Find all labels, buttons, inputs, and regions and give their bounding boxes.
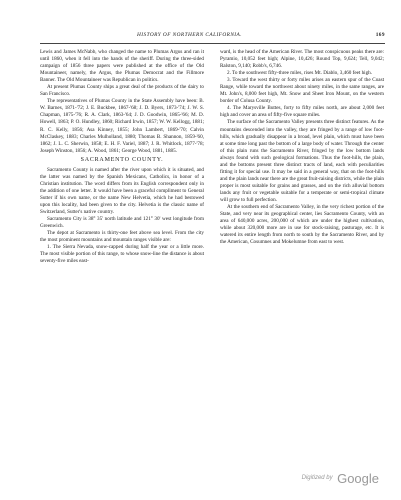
paragraph: Lewis and James McNabb, who changed the name to Plumas Argus and ran it until 1860, when it fell into the hands of the sheriff. During the three-sided campaign of 1856 three papers were published at the office of the Old Mountaineer, namely, the Argus, the Plumas Democrat and the Fillmore Banner. The Old Mountaineer was Republican in politics. <box>40 49 204 84</box>
paragraph: Sacramento County is named after the river upon which it is situated, and the latter was named by the Spanish Mexicans, Catholics, in honor of a Christian institution. The word differs from its English correspondent only in the addition of one letter. It would have been a graceful compliment to General Sutter if his own name, or the name New Helvetia, which he had bestowed upon this locality, had been given to the city. Helvetia is the classic name of Switzerland, Sutter's native country. <box>40 166 204 216</box>
paragraph: At the southern end of Sacramento Valley, in the very richest portion of the State, and very near its geographical center, lies Sacramento County, with an area of 640,000 acres, 200,000 of which are under the highest cultivation, while about 320,000 more are in use for stock-raising, pasturage, etc. It is watered its entire length from north to south by the Sacramento River, and by the American, Cosumnes and Mokelumne from east to west. <box>220 204 384 246</box>
header-title: HISTORY OF NORTHERN CALIFORNIA. <box>137 32 242 38</box>
digitized-watermark <box>302 470 379 488</box>
paragraph: 3. Toward the west thirty or forty miles arises an eastern spur of the Coast Range, while toward the northwest about ninety miles, in the same ranges, are Mt. John's, 8,000 feet high, Mt. Snow and Sheet Iron Mount, on the western border of Colusa County. <box>220 77 384 105</box>
paragraph: ward, is the head of the American River. The most conspicuous peaks there are: Pyramio, 10,052 feet high; Alpine, 10,426; Round Top, 9,624; Tell, 9,042; Ralston, 9,140; Robb's, 6,746. <box>220 49 384 70</box>
header-rule <box>40 43 385 44</box>
paragraph: 1. The Sierra Nevada, snow-capped during half the year or a little more. The most visible portion of this range, to whose snow-line the distance is about seventy-five miles east- <box>40 244 204 265</box>
paragraph: The representatives of Plumas County in the State Assembly have been: B. W. Barnes, 1871-'72; J. E. Buckbee, 1867-'68; J. D. Byers, 1873-'74; J. W. S. Chapman, 1875-'76; R. A. Clark, 1863-'64; J. D. Goodwin, 1865-'66; M. D. Howell, 1863; P. O. Hundley, 1860; Richard Irwin, 1857; W. W. Kellogg, 1881; R. C. Kelly, 1856; Asa Kinney, 1855; John Lambert, 1869-'70; Calvin McClaskey, 1883; Charles Mulholland, 1880; Thomas B. Shannon, 1859-'60, 1862; J. L. C. Sherwin, 1858; E. H. F. Variel, 1887; J. R. Whitlock, 1877-'78; Joseph Winston, 1856; A. Wood, 1861; George Wood, 1881, 1885. <box>40 98 204 154</box>
running-header <box>40 32 385 42</box>
right-column <box>220 49 384 246</box>
paragraph: 2. To the southwest fifty-three miles, rises Mt. Diablo, 3,460 feet high. <box>227 70 373 77</box>
page-number: 169 <box>375 32 385 38</box>
paragraph: 4. The Marysville Buttes, forty to fifty miles north, are about 2,000 feet high and cover an area of fifty-five square miles. <box>220 105 384 119</box>
paragraph: Sacramento City is 38° 35' north latitude and 121° 30' west longitude from Greenwich. <box>40 216 204 230</box>
paragraph: At present Plumas County ships a great deal of the products of the dairy to San Francisco. <box>40 84 204 98</box>
paragraph: The surface of the Sacramento Valley presents three distinct features. As the mountains descended into the valley, they are fringed by a range of low foot-hills, which gradually disappear in a broad, level plain, which must have been at some time long past the bottom of a large body of water. Through the center of this plain runs the Sacramento River, fringed by the low bottom lands always found with such geological formations. Thus the foot-hills, the plain, and the bottoms present three distinct tracts of land, each with peculiarities fitting it for special use. It may be said in a general way, that on the foot-hills and the plain lands near there are the great fruit-raising districts, while the plain proper is most suitable for grains and grasses, and on the rich alluvial bottom lands any fruit or vegetable suitable for a temperate or semi-tropical climate will grow to full perfection. <box>220 119 384 203</box>
paragraph: The depot at Sacramento is thirty-one feet above sea level. From the city the most prominent mountains and mountain ranges visible are: <box>40 230 204 244</box>
section-heading: SACRAMENTO COUNTY. <box>80 156 164 163</box>
watermark-prefix: Digitized by <box>301 475 333 481</box>
left-column <box>40 49 204 265</box>
google-logo: Google <box>337 471 379 486</box>
